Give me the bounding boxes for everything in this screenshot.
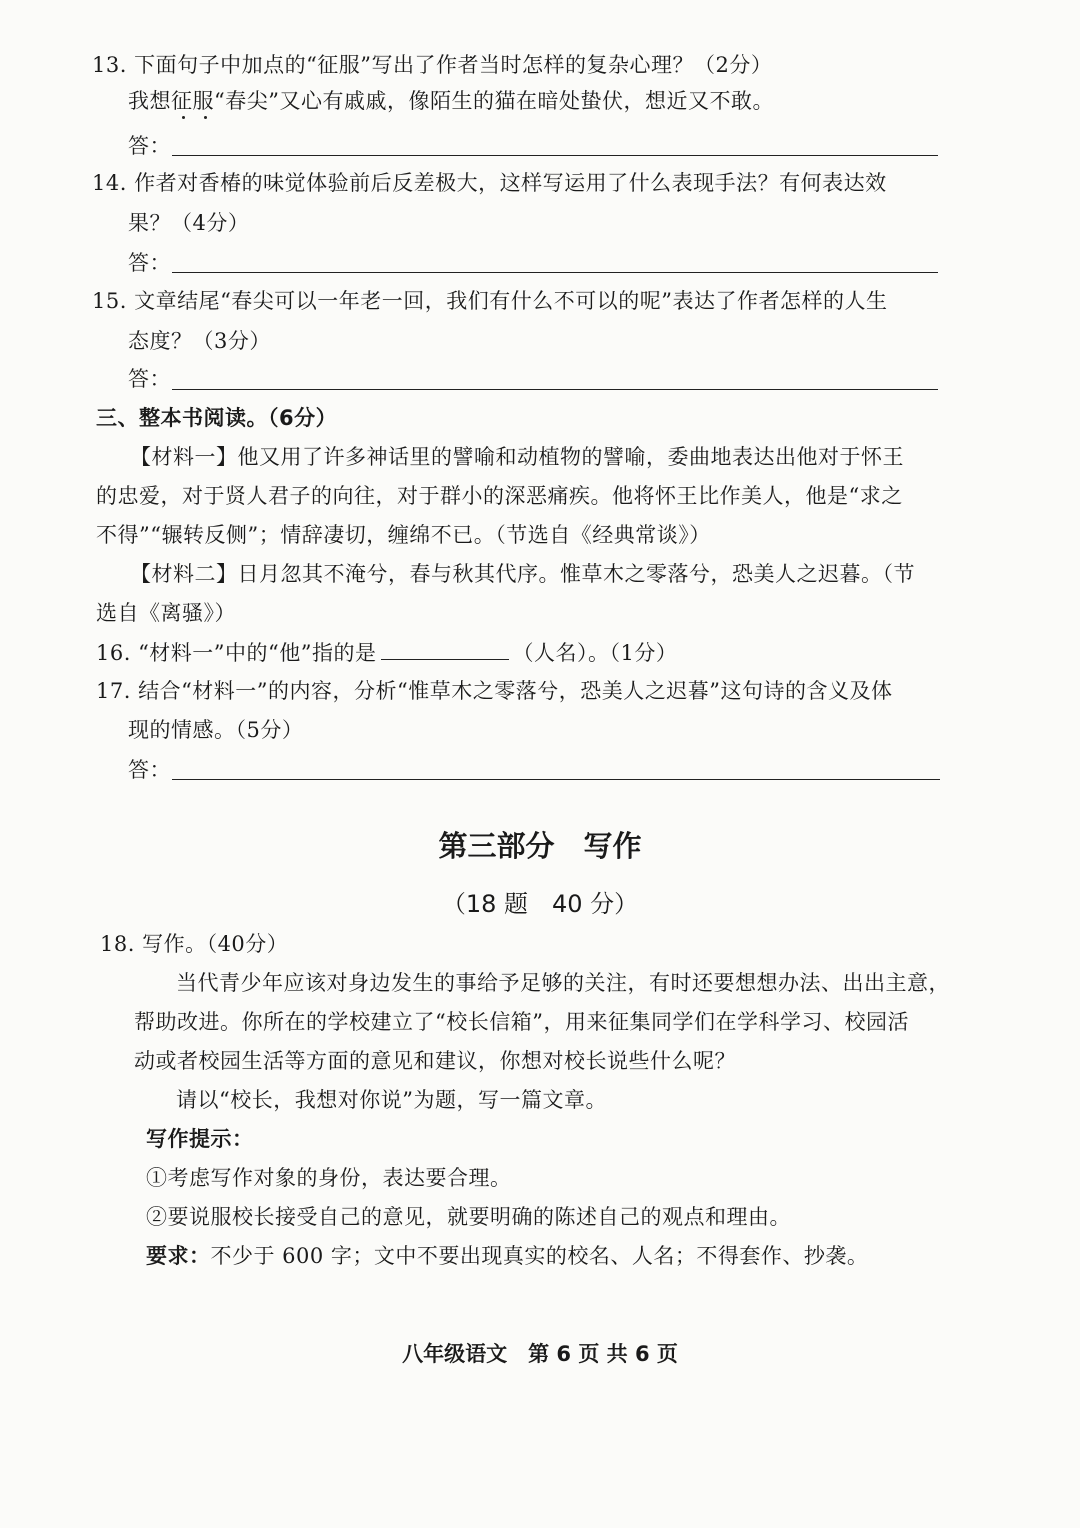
q17-stem-line2: 现的情感。（5分） (128, 718, 304, 742)
material2-line1: 【材料二】日月忽其不淹兮，春与秋其代序。惟草木之零落兮，恐美人之迟暮。（节 (130, 562, 915, 586)
q18-req-label: 要求： (146, 1244, 211, 1268)
q17-answer-line[interactable] (172, 779, 940, 780)
q18-para1-line2: 帮助改进。你所在的学校建立了“校长信箱”，用来征集同学们在学科学习、校园活 (134, 1010, 909, 1034)
q18-para1-line1: 当代青少年应该对身边发生的事给予足够的关注，有时还要想想办法、出出主意， (176, 971, 950, 995)
q18-para2: 请以“校长，我想对你说”为题，写一篇文章。 (176, 1088, 607, 1112)
q14-answer-label: 答： (128, 251, 171, 275)
part3-subtitle: （18 题 40 分） (441, 890, 639, 918)
q15-stem-line2: 态度？（3分） (128, 329, 271, 353)
page-footer: 八年级语文 第 6 页 共 6 页 (402, 1342, 678, 1366)
emphasis-dot (204, 116, 207, 119)
q14-stem-line2: 果？（4分） (128, 211, 250, 235)
q18-stem: 18. 写作。（40分） (100, 932, 289, 956)
q16-stem-after: （人名）。（1分） (512, 641, 678, 665)
q14-answer-line[interactable] (172, 272, 938, 273)
q15-answer-line[interactable] (172, 389, 938, 390)
material1-line3: 不得”“辗转反侧”；情辞凄切，缠绵不已。（节选自《经典常谈》） (96, 523, 711, 547)
q15-answer-label: 答： (128, 367, 171, 391)
q18-tip1: ①考虑写作对象的身份，表达要合理。 (146, 1166, 512, 1190)
material2-line2: 选自《离骚》） (96, 601, 236, 625)
q16-stem-before: 16. “材料一”中的“他”指的是 (96, 641, 377, 665)
q13-answer-line[interactable] (172, 155, 938, 156)
part3-title: 第三部分 写作 (438, 829, 642, 863)
q18-requirement (146, 1241, 868, 1271)
q15-stem-line1: 15. 文章结尾“春尖可以一年老一回，我们有什么不可以的呢”表达了作者怎样的人生 (92, 289, 888, 313)
emphasis-dot (182, 116, 185, 119)
q18-para1-line3: 动或者校园生活等方面的意见和建议，你想对校长说些什么呢？ (134, 1049, 736, 1073)
q14-stem-line1: 14. 作者对香椿的味觉体验前后反差极大，这样写运用了什么表现手法？有何表达效 (92, 171, 887, 195)
q13-answer-label: 答： (128, 134, 171, 158)
q18-tip2: ②要说服校长接受自己的意见，就要明确的陈述自己的观点和理由。 (146, 1205, 791, 1229)
q16-fill-blank[interactable] (381, 637, 509, 660)
q18-req-text: 不少于 600 字；文中不要出现真实的校名、人名；不得套作、抄袭。 (210, 1244, 869, 1268)
section3-title: 三、整本书阅读。（6分） (96, 406, 338, 430)
q17-answer-label: 答： (128, 758, 171, 782)
q13-stem: 13. 下面句子中加点的“征服”写出了作者当时怎样的复杂心理？（2分） (92, 53, 773, 77)
q16-stem (96, 637, 677, 668)
q17-stem-line1: 17. 结合“材料一”的内容，分析“惟草木之零落兮，恐美人之迟暮”这句诗的含义及体 (96, 679, 893, 703)
material1-line1: 【材料一】他又用了许多神话里的譬喻和动植物的譬喻，委曲地表达出他对于怀王 (130, 445, 904, 469)
q13-quote: 我想征服“春尖”又心有戚戚，像陌生的猫在暗处蛰伏，想近又不敢。 (128, 89, 774, 113)
material1-line2: 的忠爱，对于贤人君子的向往，对于群小的深恶痛疾。他将怀王比作美人，他是“求之 (96, 484, 903, 508)
q18-tips-title: 写作提示： (146, 1127, 254, 1151)
